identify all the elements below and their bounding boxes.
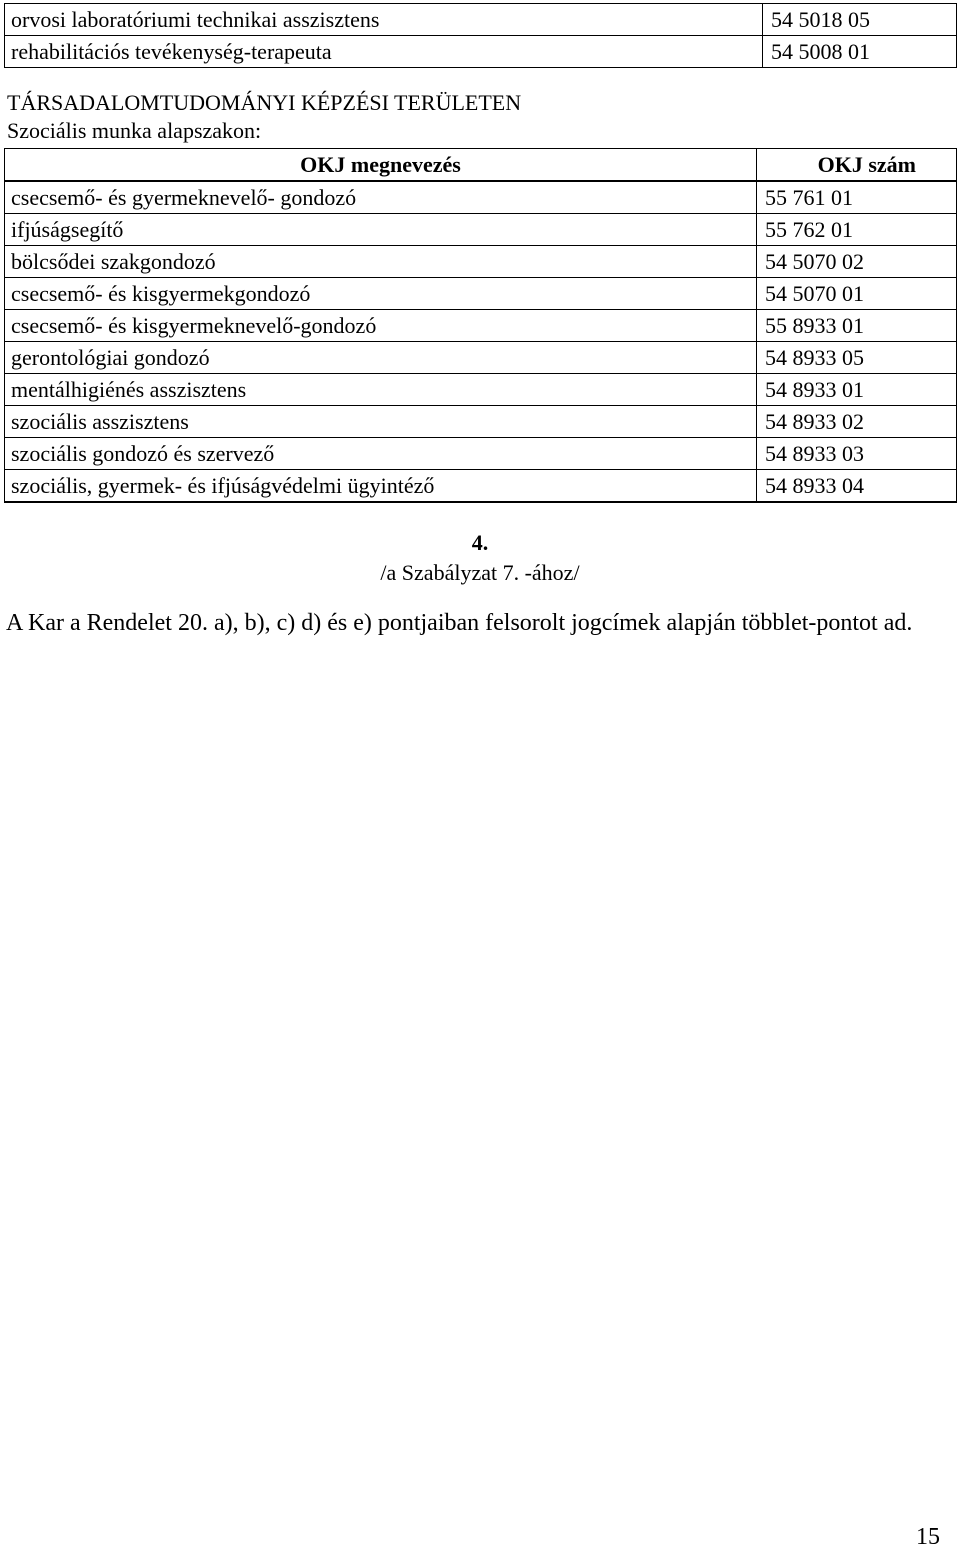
- table-row: [5, 374, 957, 406]
- table-row: [5, 181, 957, 214]
- okj-table: [4, 148, 957, 503]
- annex-number: 4.: [471, 530, 489, 555]
- table-row: [5, 214, 957, 246]
- occupation-name: csecsemő- és kisgyermekgondozó: [5, 278, 757, 310]
- table-row: [5, 470, 957, 503]
- occupation-code: 55 8933 01: [757, 310, 957, 342]
- occupation-code: 54 5008 01: [763, 36, 957, 68]
- table-row: [5, 310, 957, 342]
- occupation-name: rehabilitációs tevékenység-terapeuta: [5, 36, 763, 68]
- occupation-code: 54 8933 05: [757, 342, 957, 374]
- occupation-name: szociális, gyermek- és ifjúságvédelmi ügyintéző: [5, 470, 757, 503]
- occupation-name: bölcsődei szakgondozó: [5, 246, 757, 278]
- header-okj-name: OKJ megnevezés: [5, 149, 757, 182]
- section-title: TÁRSADALOMTUDOMÁNYI KÉPZÉSI TERÜLETEN: [7, 90, 522, 115]
- occupation-code: 54 5070 01: [757, 278, 957, 310]
- occupation-code: 55 762 01: [757, 214, 957, 246]
- occupation-name: szociális gondozó és szervező: [5, 438, 757, 470]
- top-table: [4, 3, 957, 68]
- occupation-code: 54 5018 05: [763, 4, 957, 36]
- section-subtitle: Szociális munka alapszakon:: [7, 118, 262, 143]
- occupation-name: csecsemő- és gyermeknevelő- gondozó: [5, 181, 757, 214]
- table-row: [5, 406, 957, 438]
- table-row: [5, 342, 957, 374]
- occupation-name: mentálhigiénés asszisztens: [5, 374, 757, 406]
- occupation-name: csecsemő- és kisgyermeknevelő-gondozó: [5, 310, 757, 342]
- occupation-code: 55 761 01: [757, 181, 957, 214]
- table-row: [5, 438, 957, 470]
- table-row: [5, 36, 957, 68]
- occupation-code: 54 8933 01: [757, 374, 957, 406]
- table-row: [5, 4, 957, 36]
- occupation-code: 54 8933 04: [757, 470, 957, 503]
- annex-paragraph: A Kar a Rendelet 20. a), b), c) d) és e) pontjaiban felsorolt jogcímek alapján többlet-pontot ad.: [6, 610, 913, 636]
- table-row: [5, 278, 957, 310]
- occupation-code: 54 8933 03: [757, 438, 957, 470]
- occupation-name: ifjúságsegítő: [5, 214, 757, 246]
- occupation-name: gerontológiai gondozó: [5, 342, 757, 374]
- occupation-code: 54 5070 02: [757, 246, 957, 278]
- table-row: [5, 246, 957, 278]
- occupation-name: orvosi laboratóriumi technikai asszisztens: [5, 4, 763, 36]
- occupation-code: 54 8933 02: [757, 406, 957, 438]
- page-number: 15: [916, 1524, 940, 1550]
- header-okj-code: OKJ szám: [757, 149, 957, 182]
- table-header-row: [5, 149, 957, 182]
- annex-reference: /a Szabályzat 7. -ához/: [380, 560, 580, 585]
- occupation-name: szociális asszisztens: [5, 406, 757, 438]
